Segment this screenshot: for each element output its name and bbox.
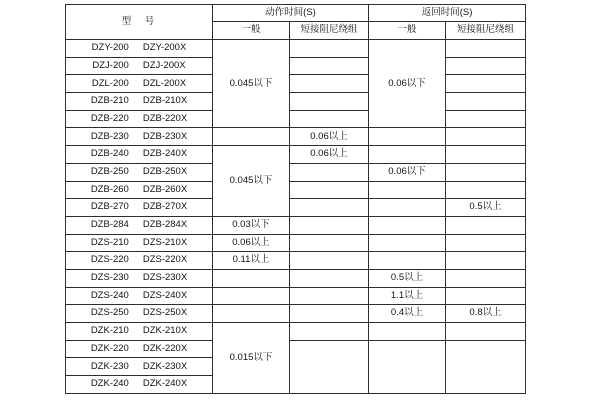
table-row	[66, 128, 526, 146]
model-cell	[66, 110, 213, 128]
model-label: DZB-284	[90, 219, 129, 230]
return-damping-cell: 0.8以上	[446, 305, 526, 323]
return-damping-cell	[446, 128, 526, 146]
action-general-cell: 0.045以下	[213, 40, 290, 128]
model-label: DZK-220X	[142, 342, 188, 354]
model-label: DZS-240X	[142, 289, 188, 301]
action-damping-cell	[290, 40, 369, 58]
model-cell	[66, 75, 213, 93]
model-cell	[66, 216, 213, 234]
model-label: DZS-220	[90, 254, 129, 266]
action-damping-cell	[290, 323, 369, 341]
model-cell	[66, 163, 213, 181]
action-damping-cell	[290, 269, 369, 287]
action-general-cell	[213, 269, 290, 287]
model-cell	[66, 358, 213, 376]
table-row	[66, 269, 526, 287]
model-label: DZJ-200X	[142, 59, 186, 71]
model-cell	[66, 376, 213, 394]
return-general-cell: 0.5以上	[369, 269, 446, 287]
model-cell	[66, 269, 213, 287]
return-damping-cell	[446, 93, 526, 111]
header-return-damping: 短接阻尼绕组	[446, 22, 526, 40]
model-cell	[66, 199, 213, 217]
action-damping-cell	[290, 110, 369, 128]
return-general-cell: 0.06以下	[369, 40, 446, 128]
header-return-time: 返回时间(S)	[369, 5, 526, 22]
model-label: DZB-210X	[142, 95, 188, 107]
model-label: DZB-284X	[142, 219, 188, 230]
return-damping-cell	[446, 146, 526, 164]
return-damping-cell	[446, 163, 526, 181]
return-general-cell: 0.4以上	[369, 305, 446, 323]
model-label: DZK-240	[90, 378, 129, 390]
model-label: DZB-270	[90, 201, 129, 213]
model-label: DZK-220	[90, 342, 129, 354]
action-general-cell	[213, 128, 290, 146]
action-general-cell: 0.03以下	[213, 216, 290, 234]
return-damping-cell	[446, 216, 526, 234]
relay-spec-table	[65, 4, 526, 394]
return-damping-cell	[446, 234, 526, 252]
return-general-cell	[369, 323, 446, 341]
action-damping-cell: 0.06以上	[290, 128, 369, 146]
action-damping-cell	[290, 181, 369, 199]
return-general-cell	[369, 181, 446, 199]
model-cell	[66, 128, 213, 146]
model-label: DZB-260	[90, 183, 129, 195]
model-label: DZB-220X	[142, 112, 188, 124]
table-row	[66, 110, 526, 128]
model-cell	[66, 57, 213, 75]
return-damping-cell	[446, 110, 526, 128]
model-label: DZK-230X	[142, 360, 188, 372]
action-damping-cell	[290, 305, 369, 323]
table-row	[66, 216, 526, 234]
action-general-cell: 0.11以上	[213, 252, 290, 270]
model-cell	[66, 146, 213, 164]
return-damping-cell	[446, 57, 526, 75]
model-label: DZB-230X	[142, 130, 188, 142]
return-damping-cell	[446, 287, 526, 305]
return-general-cell: 1.1以上	[369, 287, 446, 305]
return-general-cell: 0.06以下	[369, 163, 446, 181]
table-row	[66, 287, 526, 305]
model-cell	[66, 305, 213, 323]
table-body	[66, 40, 526, 394]
table-row	[66, 340, 526, 358]
model-label: DZS-210	[90, 236, 129, 248]
header-action-time: 动作时间(S)	[213, 5, 369, 22]
return-damping-cell	[446, 269, 526, 287]
model-label: DZJ-200	[92, 59, 129, 71]
return-damping-cell	[446, 181, 526, 199]
action-damping-cell	[290, 252, 369, 270]
header-return-general: 一般	[369, 22, 446, 40]
action-damping-cell	[290, 216, 369, 234]
table-row	[66, 57, 526, 75]
model-label: DZB-250	[90, 165, 129, 177]
table-row	[66, 199, 526, 217]
return-general-cell	[369, 199, 446, 217]
table-row	[66, 305, 526, 323]
action-damping-cell: 0.06以上	[290, 146, 369, 164]
action-general-cell: 0.045以下	[213, 146, 290, 217]
header-action-general: 一般	[213, 22, 290, 40]
model-label: DZB-240X	[142, 148, 188, 160]
model-label: DZS-240	[90, 289, 129, 301]
return-damping-cell: 0.5以上	[446, 199, 526, 217]
model-label: DZB-250X	[142, 165, 188, 177]
model-label: DZS-220X	[142, 254, 188, 266]
return-damping-cell	[446, 75, 526, 93]
table-row	[66, 93, 526, 111]
return-damping-cell	[446, 323, 526, 341]
return-general-cell	[369, 128, 446, 146]
return-general-cell	[369, 252, 446, 270]
action-damping-cell	[290, 340, 369, 393]
return-damping-cell	[446, 40, 526, 58]
model-label: DZS-230X	[142, 272, 188, 284]
model-label: DZY-200	[91, 42, 129, 54]
model-label: DZB-270X	[142, 201, 188, 213]
model-label: DZS-250X	[142, 307, 188, 319]
model-label: DZL-200	[91, 77, 129, 89]
table-row	[66, 323, 526, 341]
model-cell	[66, 93, 213, 111]
table-row	[66, 75, 526, 93]
model-label: DZB-210	[90, 95, 129, 107]
table-row	[66, 40, 526, 58]
model-cell	[66, 287, 213, 305]
model-label: DZS-210X	[142, 236, 188, 248]
action-general-cell: 0.015以下	[213, 323, 290, 394]
return-general-cell	[369, 216, 446, 234]
model-label: DZK-210X	[142, 325, 188, 337]
action-damping-cell	[290, 163, 369, 181]
model-cell	[66, 40, 213, 58]
model-label: DZY-200X	[142, 42, 187, 54]
table-row	[66, 163, 526, 181]
spec-table-container	[65, 4, 526, 394]
action-damping-cell	[290, 93, 369, 111]
model-label: DZB-230	[90, 130, 129, 142]
action-damping-cell	[290, 75, 369, 93]
model-label: DZB-240	[90, 148, 129, 160]
return-damping-cell	[446, 252, 526, 270]
model-cell	[66, 181, 213, 199]
model-label: DZK-240X	[142, 378, 188, 390]
table-row	[66, 234, 526, 252]
action-general-cell	[213, 305, 290, 323]
return-general-cell	[369, 146, 446, 164]
action-damping-cell	[290, 234, 369, 252]
table-row	[66, 146, 526, 164]
model-cell	[66, 252, 213, 270]
model-label: DZS-230	[90, 272, 129, 284]
model-label: DZL-200X	[142, 77, 187, 89]
model-cell	[66, 340, 213, 358]
action-damping-cell	[290, 199, 369, 217]
action-damping-cell	[290, 57, 369, 75]
return-damping-cell	[446, 340, 526, 393]
model-cell	[66, 323, 213, 341]
header-action-damping: 短接阻尼绕组	[290, 22, 369, 40]
action-general-cell	[213, 287, 290, 305]
action-damping-cell	[290, 287, 369, 305]
model-label: DZB-220	[90, 112, 129, 124]
header-model: 型 号	[66, 5, 213, 40]
table-header	[66, 5, 526, 40]
model-label: DZS-250	[90, 307, 129, 319]
table-row	[66, 252, 526, 270]
model-label: DZB-260X	[142, 183, 188, 195]
model-cell	[66, 234, 213, 252]
table-row	[66, 181, 526, 199]
model-label: DZK-230	[90, 360, 129, 372]
return-general-cell	[369, 340, 446, 393]
model-label: DZK-210	[90, 325, 129, 337]
return-general-cell	[369, 234, 446, 252]
action-general-cell: 0.06以上	[213, 234, 290, 252]
